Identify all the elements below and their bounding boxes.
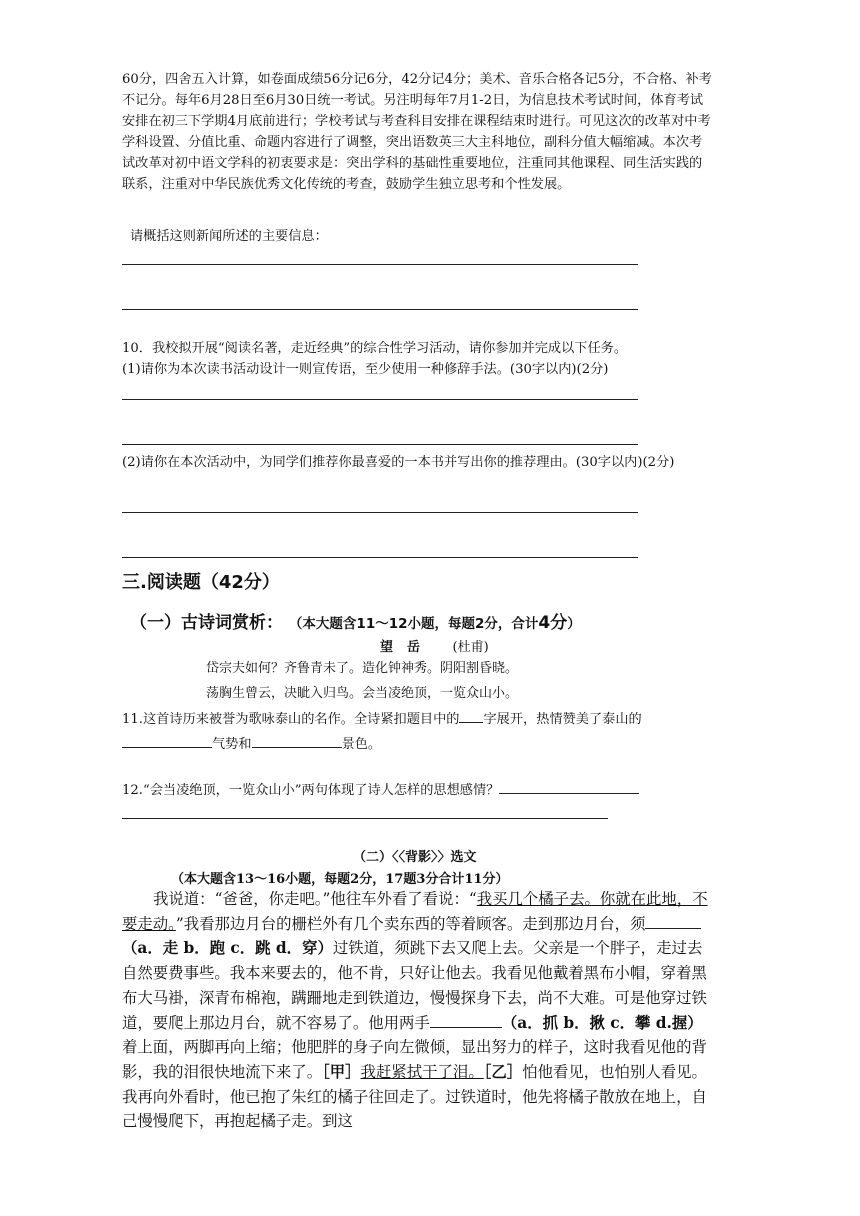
fill-blank[interactable] bbox=[459, 708, 483, 723]
underlined-sentence: 我买几个橘子去。你就在此地，不要走动。 bbox=[122, 890, 708, 933]
answer-line[interactable] bbox=[122, 557, 638, 558]
answer-line[interactable] bbox=[122, 264, 638, 265]
intro-paragraph: 60分，四舍五入计算，如卷面成绩56分记6分，42分记4分；美术、音乐合格各记5分，不合格、补考不记分。每年6月28日至6月30日统一考试。另注明每年7月1-2日，为信息技术考试时间，体育考试安排在初三下学期4月底前进行；学校考试与考查科目安排在课程结束时进行。可见这次的改革对中考学科设置、分值比重、命题内容进行了调整，突出语数英三大主科地位，副科分值大幅缩减。本次考试改革对初中语文学科的初衷要求是：突出学科的基础性重要地位，注重同其他课程、同生活实践的联系，注重对中华民族优秀文化传统的考查，鼓励学生独立思考和个性发展。 bbox=[122, 72, 712, 192]
answer-line[interactable] bbox=[122, 399, 638, 400]
fill-blank[interactable] bbox=[499, 779, 639, 794]
q11: 11.这首诗历来被誉为歌咏泰山的名作。全诗紧扣题目中的 字展开，热情赞美了泰山的 bbox=[122, 708, 642, 731]
poem-title bbox=[380, 636, 489, 655]
options-2: （a．抓 b．揪 c．攀 d.握） bbox=[501, 1013, 703, 1032]
fill-blank[interactable] bbox=[122, 733, 212, 748]
subsection-1-title bbox=[130, 608, 581, 633]
poem-title-text: 望岳 bbox=[380, 640, 435, 655]
mark-yi: ［乙］ bbox=[483, 1062, 523, 1081]
answer-line[interactable] bbox=[122, 512, 638, 513]
poem-author: (杜甫) bbox=[452, 640, 489, 655]
options-1: （a．走 b．跑 c．跳 d．穿） bbox=[122, 939, 333, 958]
choice-blank-1[interactable] bbox=[645, 914, 701, 929]
section-2-title: （二）〈〈背影〉〉选文 bbox=[353, 850, 477, 865]
poem-line: 岱宗夫如何？齐鲁青未了。造化钟神秀。阴阳割昏晓。 bbox=[206, 661, 519, 676]
q11-continued: 气势和 景色。 bbox=[122, 733, 381, 756]
fill-blank[interactable] bbox=[252, 733, 342, 748]
subsection-1-label: （一）古诗词赏析： bbox=[130, 613, 283, 633]
passage-paragraph: 我说道：“爸爸，你走吧。”他往车外看了看说：“我买几个橘子去。你就在此地，不要走动。”我看那边月台的栅栏外有几个卖东西的等着顾客。走到那边月台，须（a．走 b．跑 c．跳 d．穿）过铁道，须跳下去又爬上去。父亲是一个胖子，走过去自然要费事些。我本来要去的，他不肯，只好让他去。我看见他戴着黑布小帽，穿着黑布大马褂，深青布棉袍，蹒跚地走到铁道边，慢慢探身下去，尚不大难。可是他穿过铁道，要爬上那边月台，就不容易了。他用两手 （a．抓 b．揪 c．攀 d.握）着上面，两脚再向上缩；他肥胖的身子向左微倾，显出努力的样子，这时我看见他的背影，我的泪很快地流下来了。［甲］我赶紧拭干了泪。［乙］怕他看见，也怕别人看见。我再向外看时，他已抱了朱红的橘子往回走了。过铁道时，他先将橘子散放在地上，自己慢慢爬下，再抱起橘子走。到这 bbox=[122, 890, 708, 1131]
choice-blank-2[interactable] bbox=[430, 1013, 502, 1028]
poem-line: 荡胸生曾云，决眦入归鸟。会当凌绝顶，一览众山小。 bbox=[206, 686, 519, 701]
subsection-1-note: （本大题含11～12小题，每题2分，合计4分） bbox=[288, 613, 581, 633]
q10-stem: 10．我校拟开展“阅读名著，走近经典”的综合性学习活动，请你参加并完成以下任务。 bbox=[122, 341, 628, 356]
q9-prompt: 请概括这则新闻所述的主要信息： bbox=[130, 229, 328, 244]
q10-1: (1)请你为本次读书活动设计一则宣传语，至少使用一种修辞手法。(30字以内)(2分) bbox=[122, 362, 609, 377]
section-2-note: （本大题含13～16小题，每题2分，17题3分合计11分） bbox=[171, 872, 509, 887]
answer-line[interactable] bbox=[122, 444, 638, 445]
q12: 12.“会当凌绝顶，一览众山小”两句体现了诗人怎样的思想感情？ bbox=[122, 779, 639, 802]
underlined-sentence: 我赶紧拭干了泪。 bbox=[360, 1062, 484, 1081]
answer-line[interactable] bbox=[122, 309, 638, 310]
mark-jia: ［甲］ bbox=[322, 1062, 361, 1081]
section-3-title: 三.阅读题（42分） bbox=[122, 572, 280, 593]
answer-line[interactable] bbox=[122, 818, 608, 819]
q10-2: (2)请你在本次活动中，为同学们推荐你最喜爱的一本书并写出你的推荐理由。(30字以内)(2分) bbox=[122, 455, 675, 470]
